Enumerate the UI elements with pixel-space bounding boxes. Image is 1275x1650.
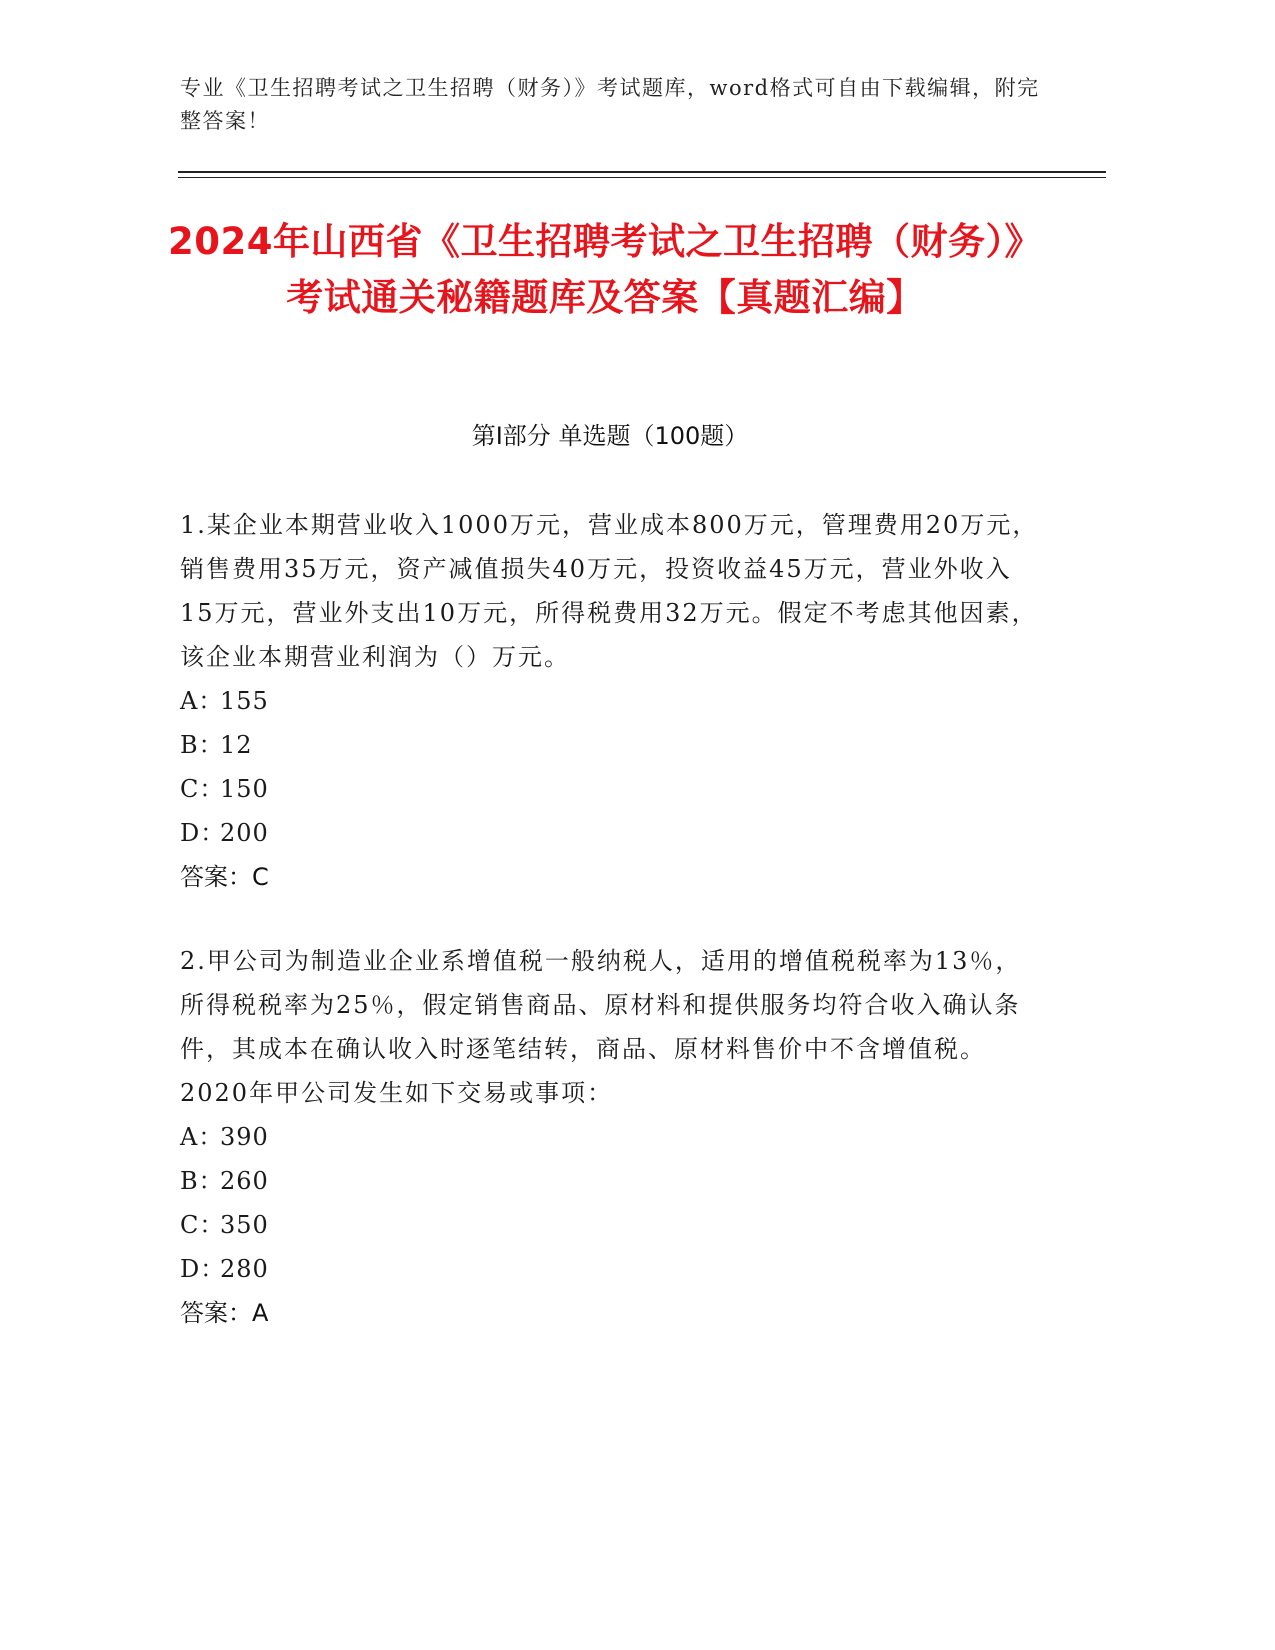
document-title: 2024年山西省《卫生招聘考试之卫生招聘（财务）》考试通关秘籍题库及答案【真题汇编】 <box>168 220 1042 319</box>
option-letter: C： <box>180 775 225 803</box>
section-title: 第Ⅰ部分 单选题（100题） <box>471 422 749 450</box>
option-d <box>180 811 1040 855</box>
question-text: 1.某企业本期营业收入1000万元，营业成本800万元，管理费用20万元，销售费用35万元，资产减值损失40万元，投资收益45万元，营业外收入15万元，营业外支出10万元，所得税费用32万元。假定不考虑其他因素，该企业本期营业利润为（）万元。 <box>180 511 1039 671</box>
question-2 <box>180 939 1040 1335</box>
option-value: 150 <box>220 775 269 803</box>
option-letter: A： <box>180 687 224 715</box>
question-text: 2.甲公司为制造业企业系增值税一般纳税人，适用的增值税税率为13％，所得税税率为25％，假定销售商品、原材料和提供服务均符合收入确认条件，其成本在确认收入时逐笔结转，商品、原材料售价中不含增值税。2020年甲公司发生如下交易或事项： <box>180 947 1022 1107</box>
question-1 <box>180 503 1040 899</box>
option-a <box>180 679 1040 723</box>
option-value: 200 <box>220 819 269 847</box>
option-c <box>180 1203 1040 1247</box>
option-letter: C： <box>180 1211 225 1239</box>
option-value: 390 <box>220 1123 269 1151</box>
header-divider-thin <box>178 177 1106 178</box>
option-letter: B： <box>180 1167 224 1195</box>
option-letter: D： <box>180 819 226 847</box>
option-b <box>180 1159 1040 1203</box>
option-value: 280 <box>220 1255 269 1283</box>
option-value: 350 <box>220 1211 269 1239</box>
option-value: 155 <box>220 687 269 715</box>
option-b <box>180 723 1040 767</box>
option-c <box>180 767 1040 811</box>
option-letter: D： <box>180 1255 226 1283</box>
answer: 答案：C <box>180 863 269 891</box>
option-d <box>180 1247 1040 1291</box>
option-a <box>180 1115 1040 1159</box>
option-letter: B： <box>180 731 224 759</box>
header-note: 专业《卫生招聘考试之卫生招聘（财务）》考试题库，word格式可自由下载编辑，附完整答案！ <box>180 76 1040 133</box>
answer: 答案：A <box>180 1299 269 1327</box>
header-divider-thick <box>178 171 1106 173</box>
option-letter: A： <box>180 1123 224 1151</box>
option-value: 260 <box>220 1167 269 1195</box>
option-value: 12 <box>220 731 253 759</box>
